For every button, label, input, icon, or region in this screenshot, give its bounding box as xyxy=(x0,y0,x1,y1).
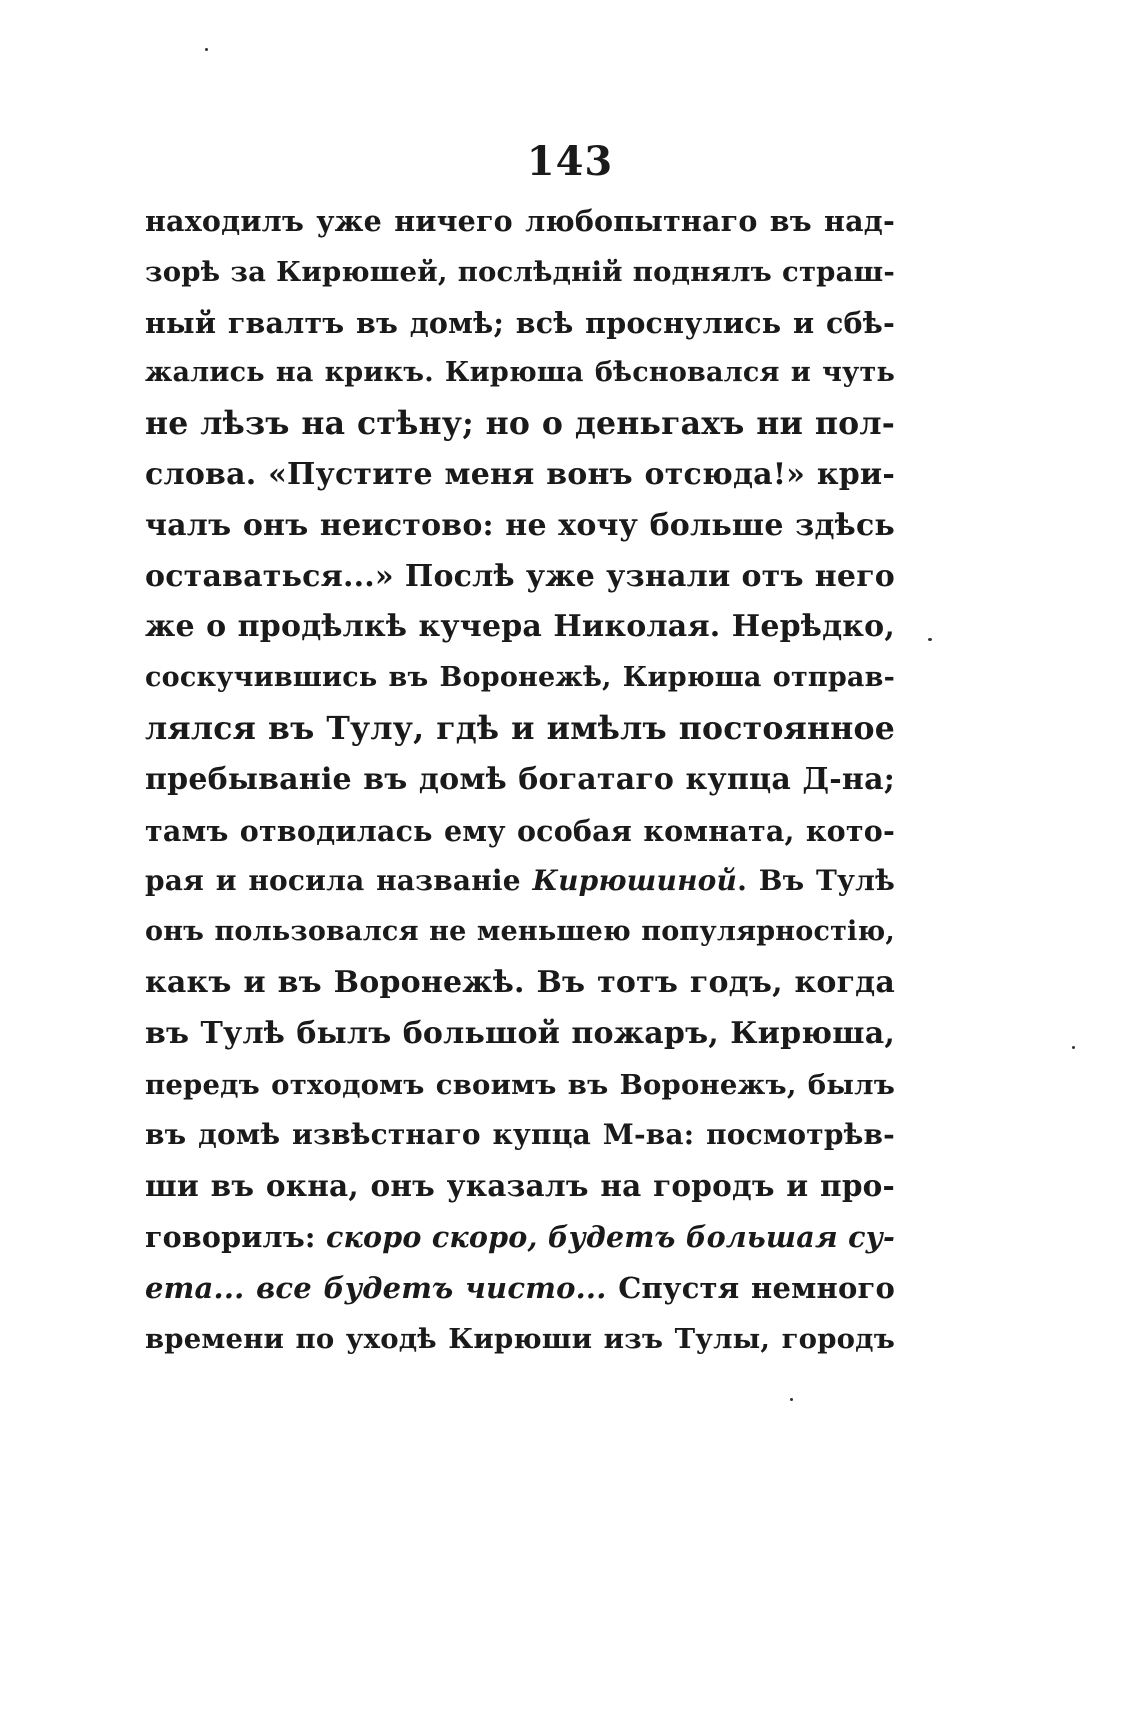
text-span: не лѣзъ на стѣну; но о деньгахъ ни пол- xyxy=(145,405,895,443)
text-line xyxy=(145,552,895,603)
text-span: въ домѣ извѣстнаго купца М-ва: посмотрѣв- xyxy=(145,1118,895,1152)
text-span: слова. «Пустите меня вонъ отсюда!» кри- xyxy=(145,456,895,492)
text-span: пребываніе въ домѣ богатаго купца Д-на; xyxy=(145,761,895,797)
page-number: 143 xyxy=(526,138,614,185)
text-span: зорѣ за Кирюшей, послѣдній поднялъ страш- xyxy=(145,255,895,288)
text-line xyxy=(145,1263,895,1314)
text-line xyxy=(145,1110,895,1161)
text-span: ный гвалтъ въ домѣ; всѣ проснулись и сбѣ- xyxy=(145,305,895,340)
text-span: тамъ отводилась ему особая комната, кото- xyxy=(145,813,895,848)
text-span: находилъ уже ничего любопытнаго въ над- xyxy=(145,204,895,238)
text-line xyxy=(145,1161,895,1212)
text-span: лялся въ Тулу, гдѣ и имѣлъ постоянное xyxy=(145,709,895,747)
text-line xyxy=(145,247,895,298)
italic-span: ета... все будетъ чисто... xyxy=(145,1270,607,1305)
text-line xyxy=(145,958,895,1009)
text-line xyxy=(145,450,895,501)
text-span: . Въ Тулѣ xyxy=(737,864,895,898)
text-line xyxy=(145,755,895,806)
text-span: оставаться...» Послѣ уже узнали отъ него xyxy=(145,558,895,594)
scan-speck xyxy=(205,48,208,51)
text-line xyxy=(145,196,895,247)
text-line xyxy=(145,856,895,907)
text-span: онъ пользовался не меньшею популярностію, xyxy=(145,916,895,948)
text-line xyxy=(145,348,895,399)
text-line xyxy=(145,501,895,552)
text-line xyxy=(145,806,895,857)
text-line xyxy=(145,907,895,958)
text-span: жались на крикъ. Кирюша бѣсновался и чуть xyxy=(145,357,895,389)
scan-speck xyxy=(790,1398,793,1401)
scan-speck xyxy=(928,638,932,641)
text-line xyxy=(145,653,895,704)
text-span: передъ отходомъ своимъ въ Воронежъ, былъ xyxy=(145,1068,895,1101)
text-span: времени по уходѣ Кирюши изъ Тулы, городъ xyxy=(145,1322,895,1355)
text-line xyxy=(145,704,895,755)
text-line xyxy=(145,1060,895,1111)
text-span: Спустя немного xyxy=(606,1270,895,1305)
scan-speck xyxy=(1072,1046,1075,1049)
text-span: какъ и въ Воронежѣ. Въ тотъ годъ, когда xyxy=(145,964,895,1000)
italic-span: скоро скоро, будетъ большая су- xyxy=(325,1219,895,1254)
text-span: говорилъ: xyxy=(145,1219,326,1254)
text-line xyxy=(145,1314,895,1365)
text-line xyxy=(145,298,895,349)
text-span: чалъ онъ неистово: не хочу больше здѣсь xyxy=(145,507,895,543)
text-span: ши въ окна, онъ указалъ на городъ и про- xyxy=(145,1168,895,1204)
text-span: рая и носила названіе xyxy=(145,864,533,898)
text-span: въ Тулѣ былъ большой пожаръ, Кирюша, xyxy=(145,1015,895,1051)
text-line xyxy=(145,1009,895,1060)
body-text xyxy=(145,196,895,1364)
text-line xyxy=(145,399,895,450)
text-span: соскучившись въ Воронежѣ, Кирюша отправ- xyxy=(145,662,895,694)
text-line xyxy=(145,602,895,653)
italic-span: Кирюшиной xyxy=(532,864,738,898)
text-span: же о продѣлкѣ кучера Николая. Нерѣдко, xyxy=(145,609,895,645)
text-line xyxy=(145,1212,895,1263)
